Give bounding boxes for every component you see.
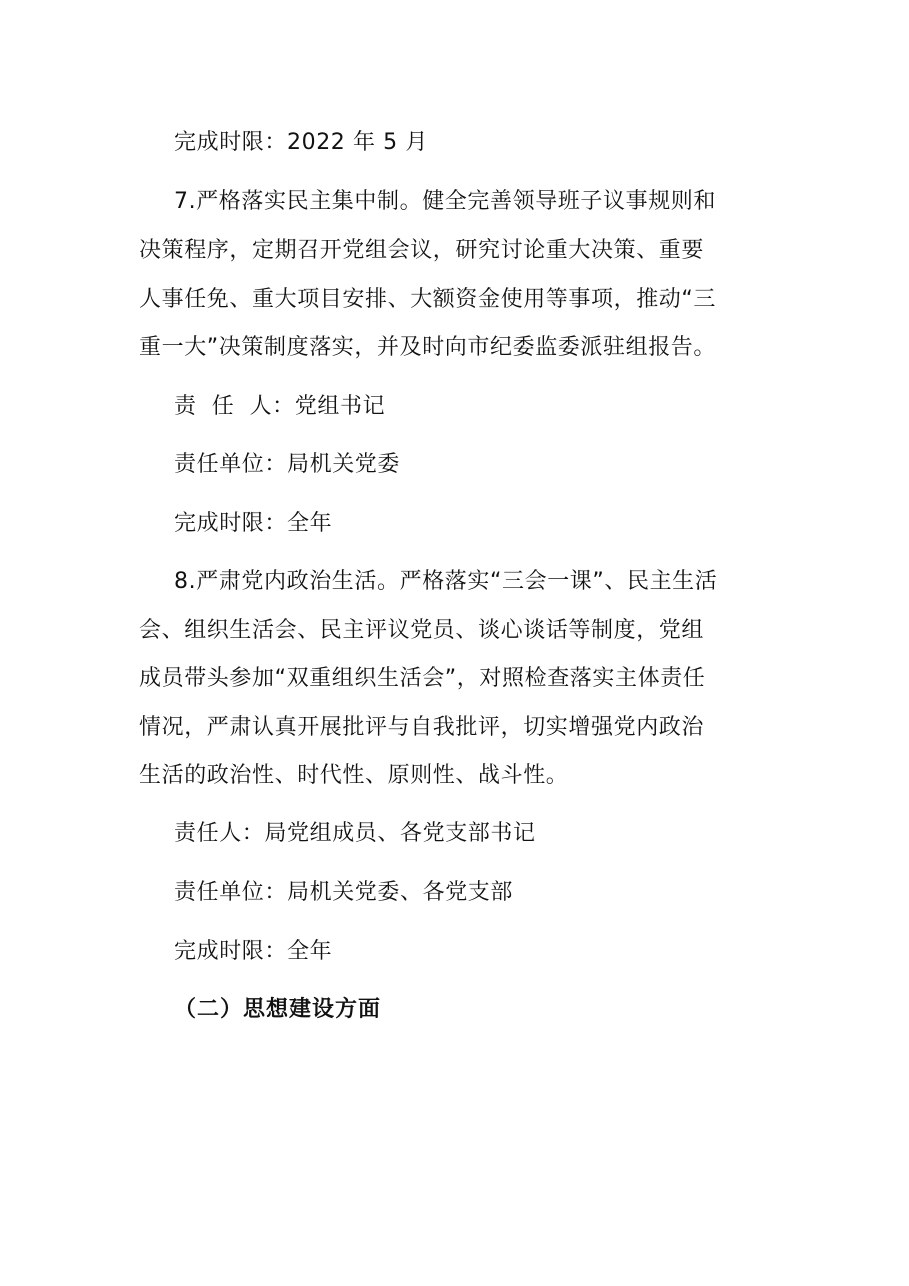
- item7-responsible-unit: 责任单位：局机关党委: [174, 452, 401, 477]
- section-heading: （二）思想建设方面: [174, 997, 382, 1022]
- item6-deadline: 完成时限：2022 年 5 月: [174, 130, 428, 155]
- item7-line-2: 决策程序，定期召开党组会议，研究讨论重大决策、重要: [139, 238, 705, 263]
- item7-line-3: 人事任免、重大项目安排、大额资金使用等事项，推动“三: [139, 287, 716, 312]
- item7-deadline: 完成时限：全年: [174, 511, 333, 536]
- item8-line-4: 情况，严肃认真开展批评与自我批评，切实增强党内政治: [139, 715, 705, 740]
- item7-responsible-person: 责 任 人：党组书记: [174, 394, 386, 419]
- item8-line-3: 成员带头参加“双重组织生活会”，对照检查落实主体责任: [139, 666, 706, 691]
- item8-responsible-person: 责任人：局党组成员、各党支部书记: [174, 821, 536, 846]
- item8-line-5: 生活的政治性、时代性、原则性、战斗性。: [139, 763, 569, 788]
- item8-line-1: 8.严肃党内政治生活。严格落实“三会一课”、民主生活: [174, 569, 718, 594]
- item8-responsible-unit: 责任单位：局机关党委、各党支部: [174, 880, 514, 905]
- item8-line-2: 会、组织生活会、民主评议党员、谈心谈话等制度，党组: [139, 618, 705, 643]
- item8-deadline: 完成时限：全年: [174, 939, 333, 964]
- item7-line-1: 7.严格落实民主集中制。健全完善领导班子议事规则和: [174, 189, 716, 214]
- item7-line-4: 重一大”决策制度落实，并及时向市纪委监委派驻组报告。: [139, 335, 716, 360]
